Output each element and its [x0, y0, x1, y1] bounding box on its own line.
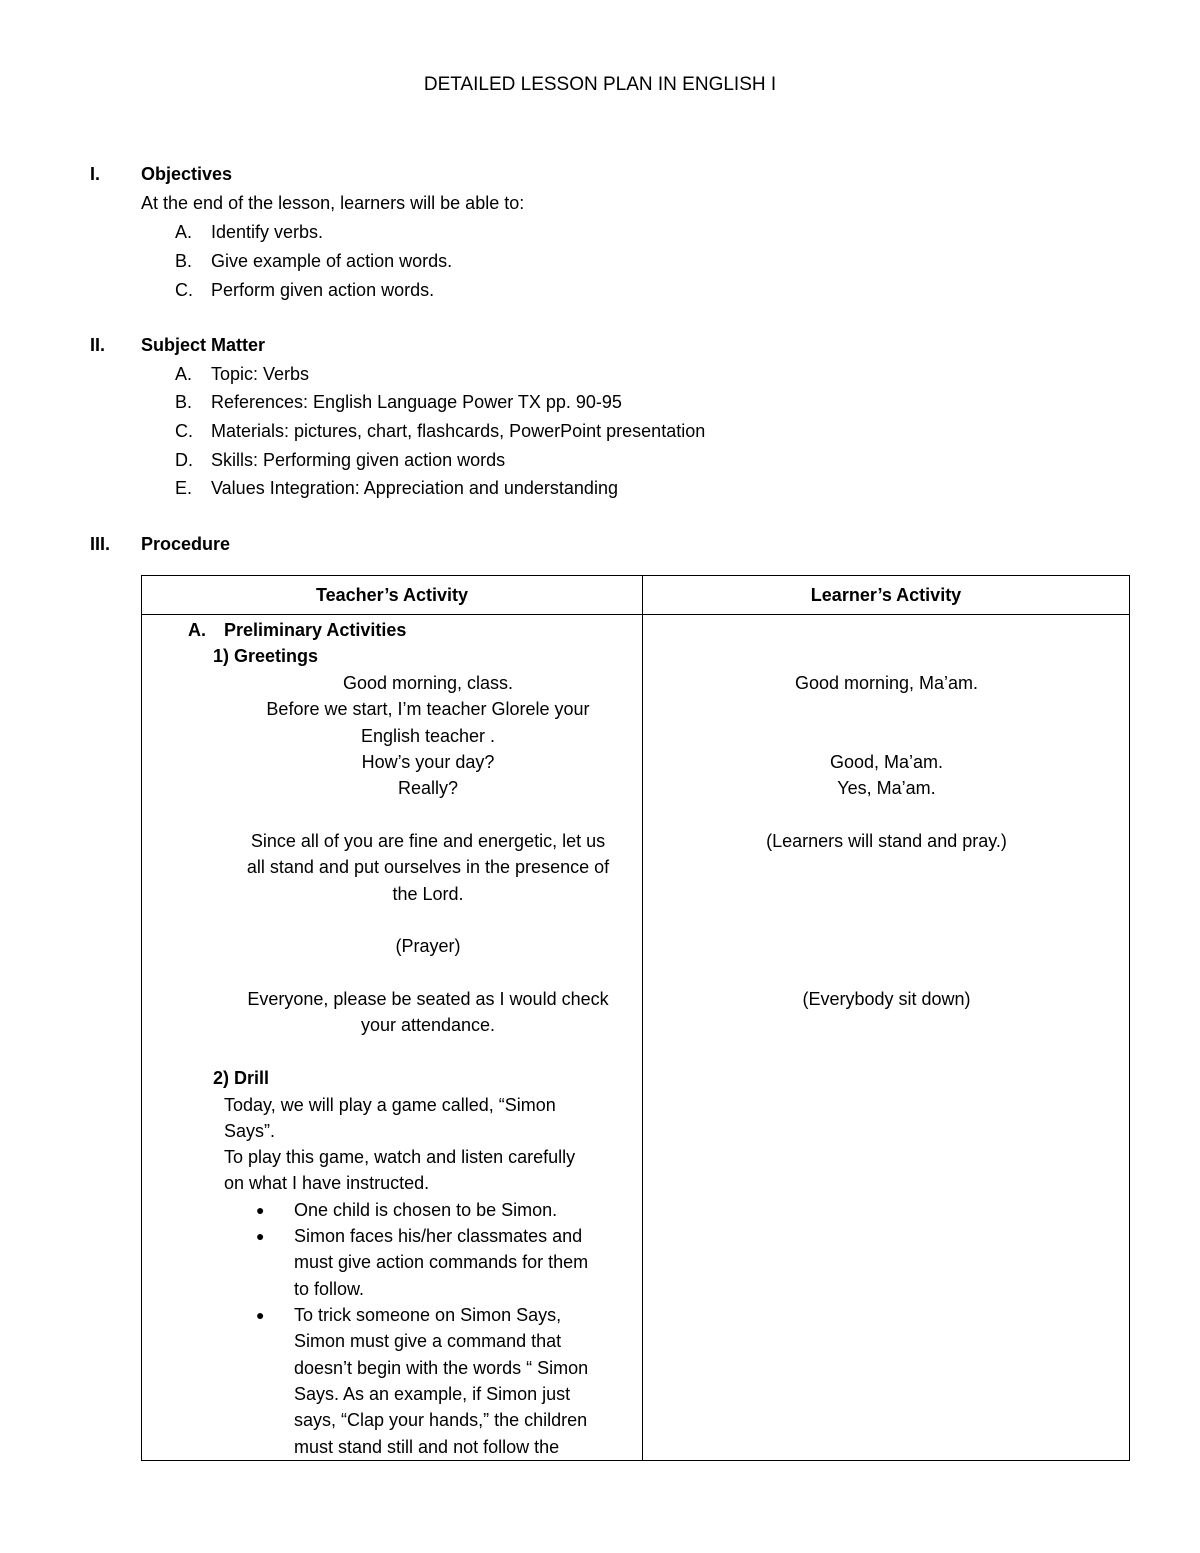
drill-line: Says”.	[224, 1121, 276, 1141]
item-text: Perform given action words.	[211, 280, 435, 300]
learner-response: Good, Ma’am.	[829, 752, 944, 772]
document-title: DETAILED LESSON PLAN IN ENGLISH I	[423, 74, 777, 95]
item-letter: B.	[175, 251, 193, 271]
bullet-line: Says. As an example, if Simon just	[294, 1384, 571, 1404]
item-letter: C.	[175, 280, 193, 300]
learner-response: (Learners will stand and pray.)	[766, 831, 1007, 851]
seat-line: Everyone, please be seated as I would check	[247, 989, 609, 1009]
bullet-dot-icon: ●	[256, 1228, 265, 1244]
bullet-line: says, “Clap your hands,” the children	[294, 1410, 588, 1430]
section-heading: Procedure	[141, 534, 231, 554]
section-number: I.	[90, 164, 101, 184]
drill-line: To play this game, watch and listen carefully	[224, 1147, 576, 1167]
item-text: References: English Language Power TX pp. 90-95	[211, 392, 622, 412]
drill-line: on what I have instructed.	[224, 1173, 430, 1193]
bullet-dot-icon: ●	[256, 1202, 265, 1218]
section-number: II.	[90, 335, 106, 355]
bullet-line: To trick someone on Simon Says,	[294, 1305, 562, 1325]
item-text: Topic: Verbs	[211, 364, 310, 384]
item-text: Materials: pictures, chart, flashcards, PowerPoint presentation	[211, 421, 706, 441]
section-heading: Subject Matter	[141, 335, 266, 355]
learner-activity-cell	[643, 615, 1130, 1461]
pray-line: all stand and put ourselves in the presence of	[246, 857, 610, 877]
table-row	[142, 615, 1130, 1461]
greet-line: How’s your day?	[361, 752, 495, 772]
bullet-dot-icon: ●	[256, 1307, 265, 1323]
pray-line: the Lord.	[392, 884, 464, 904]
teacher-activity-header: Teacher’s Activity	[142, 576, 643, 615]
item-text: Values Integration: Appreciation and understanding	[211, 478, 618, 498]
bullet-line: Simon faces his/her classmates and	[294, 1226, 583, 1246]
item-letter: B.	[175, 392, 193, 412]
table-header-row	[142, 576, 1130, 615]
item-text: Identify verbs.	[211, 222, 324, 242]
objectives-intro: At the end of the lesson, learners will be able to:	[141, 193, 525, 213]
section-heading: Objectives	[141, 164, 233, 184]
procedure-table	[141, 575, 1130, 1461]
part-title: Preliminary Activities	[224, 620, 407, 640]
drill-heading: 2) Drill	[213, 1068, 270, 1088]
item-letter: A.	[175, 364, 193, 384]
learner-activity-header: Learner’s Activity	[643, 576, 1130, 615]
bullet-line: to follow.	[294, 1279, 365, 1299]
part-letter: A.	[188, 620, 206, 640]
section-number: III.	[90, 534, 111, 554]
item-text: Give example of action words.	[211, 251, 453, 271]
greetings-heading: 1) Greetings	[213, 646, 319, 666]
teacher-activity-cell	[142, 615, 643, 1461]
learner-response: Yes, Ma’am.	[837, 778, 936, 798]
bullet-line: must stand still and not follow the	[294, 1437, 560, 1457]
greet-line: Before we start, I’m teacher Glorele your	[266, 699, 590, 719]
item-letter: C.	[175, 421, 193, 441]
bullet-line: doesn’t begin with the words “ Simon	[294, 1358, 589, 1378]
item-text: Skills: Performing given action words	[211, 450, 506, 470]
item-letter: A.	[175, 222, 193, 242]
greet-line: Really?	[397, 778, 459, 798]
bullet-line: One child is chosen to be Simon.	[294, 1200, 558, 1220]
greet-line: English teacher .	[360, 726, 496, 746]
learner-response: Good morning, Ma’am.	[794, 673, 979, 693]
seat-line: your attendance.	[360, 1015, 496, 1035]
item-letter: E.	[175, 478, 193, 498]
bullet-line: must give action commands for them	[294, 1252, 589, 1272]
drill-line: Today, we will play a game called, “Simon	[224, 1095, 556, 1115]
greet-line: Good morning, class.	[342, 673, 514, 693]
item-letter: D.	[175, 450, 193, 470]
pray-line: Since all of you are fine and energetic, let us	[250, 831, 606, 851]
learner-response: (Everybody sit down)	[802, 989, 971, 1009]
bullet-line: Simon must give a command that	[294, 1331, 562, 1351]
prayer-note: (Prayer)	[395, 936, 461, 956]
